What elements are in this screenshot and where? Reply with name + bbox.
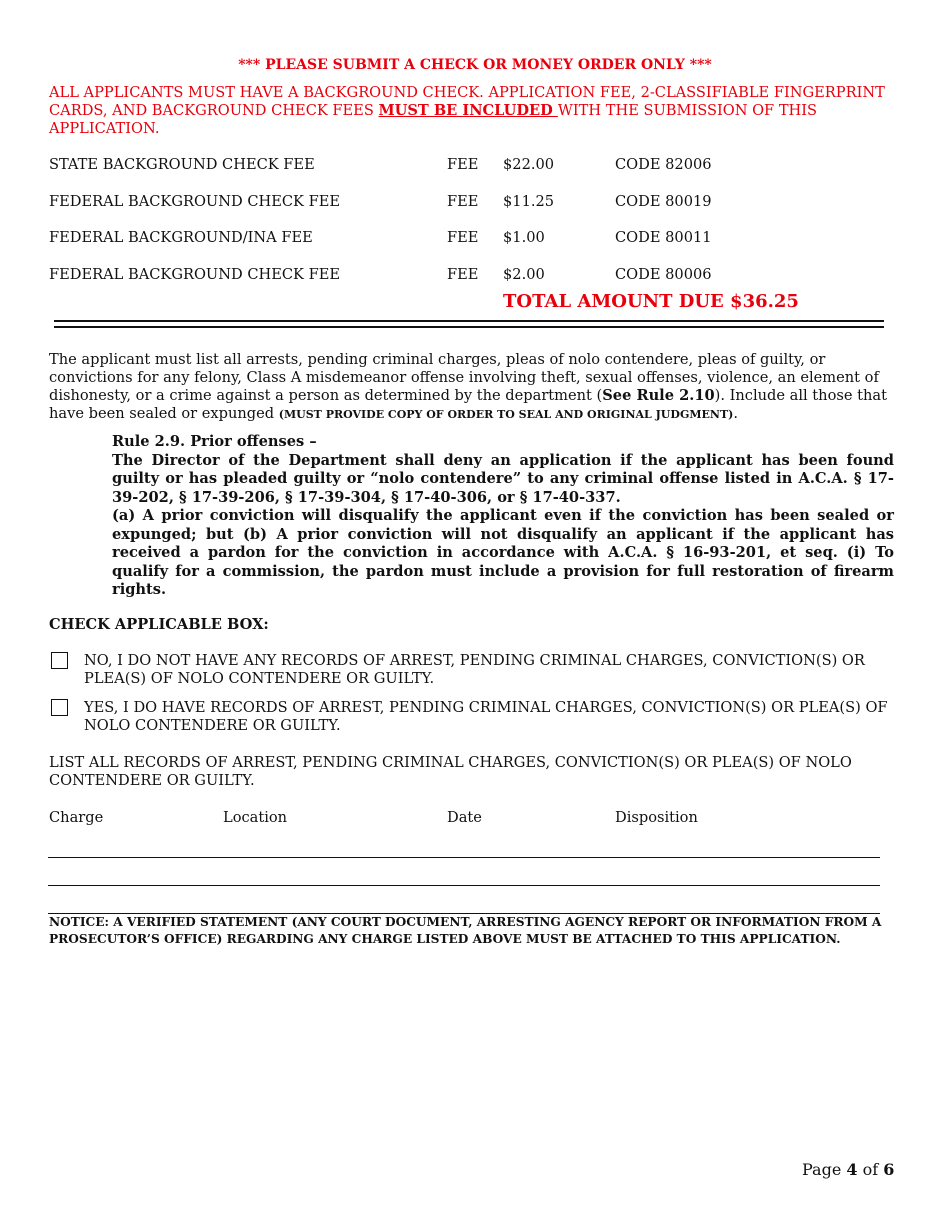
submit-notice: *** PLEASE SUBMIT A CHECK OR MONEY ORDER ONLY *** — [238, 57, 712, 73]
see-rule-reference: See Rule 2.10 — [602, 387, 715, 404]
page-prefix: Page — [802, 1160, 847, 1179]
rule-paragraph: (a) A prior conviction will disqualify the applicant even if the conviction has been sealed or expunged; but (b) A prior conviction will not disqualify an applicant if the applicant has received a pardon for the conviction in accordance with A.C.A. § 16-93-201, et seq. (i) To qualify for a commission, the pardon must include a provision for full restoration of firearm rights. — [112, 507, 894, 598]
record-entry-line[interactable] — [48, 885, 880, 886]
page-of: of — [857, 1160, 884, 1179]
fee-name: FEDERAL BACKGROUND/INA FEE — [49, 229, 313, 246]
fee-code: CODE 80019 — [615, 193, 712, 210]
verified-statement-notice: NOTICE: A VERIFIED STATEMENT (ANY COURT DOCUMENT, ARRESTING AGENCY REPORT OR INFORMATION FROM A PROSECUTOR’S OFFICE) REGARDING ANY CHARGE LISTED ABOVE MUST BE ATTACHED TO THIS APPLICATION. — [49, 915, 882, 946]
no-records-checkbox[interactable] — [51, 652, 68, 669]
intro-paragraph — [49, 351, 909, 424]
fee-name: STATE BACKGROUND CHECK FEE — [49, 156, 315, 173]
fee-row — [49, 193, 909, 213]
fee-amount: $11.25 — [503, 193, 555, 210]
rule-paragraph: The Director of the Department shall deny an application if the applicant has been found guilty or has pleaded guilty or “nolo contendere” to any criminal offense listed in A.C.A. § 17-39-202, § 17-39-206, § 17-39-304, § 17-40-306, or § 17-40-337. — [112, 451, 894, 506]
fee-label: FEE — [447, 229, 479, 246]
intro-text: ). Include all those that have been sealed or expunged — [49, 387, 887, 422]
check-applicable-label: CHECK APPLICABLE BOX: — [49, 616, 269, 633]
page-number — [802, 1161, 894, 1179]
column-location: Location — [223, 809, 288, 826]
records-list-label: LIST ALL RECORDS OF ARREST, PENDING CRIMINAL CHARGES, CONVICTION(S) OR PLEA(S) OF NOLO CONTENDERE OR GUILTY. — [49, 754, 852, 789]
rule-2-9-block — [112, 433, 894, 600]
yes-records-checkbox[interactable] — [51, 699, 68, 716]
seal-order-note: (MUST PROVIDE COPY OF ORDER TO SEAL AND ORIGINAL JUDGMENT) — [278, 408, 734, 421]
requirement-text — [49, 84, 909, 138]
fee-row — [49, 156, 909, 176]
fee-code: CODE 82006 — [615, 156, 712, 173]
rule-title: Rule 2.9. Prior offenses – — [112, 433, 317, 450]
no-records-option-text: NO, I DO NOT HAVE ANY RECORDS OF ARREST, PENDING CRIMINAL CHARGES, CONVICTION(S) OR PLEA(S) OF NOLO CONTENDERE OR GUILTY. — [84, 652, 865, 687]
requirement-emphasis: MUST BE INCLUDED — [378, 102, 558, 119]
fee-name: FEDERAL BACKGROUND CHECK FEE — [49, 266, 341, 283]
double-divider — [54, 320, 884, 328]
requirement-text-start: ALL APPLICANTS MUST HAVE A BACKGROUND CHECK. APPLICATION FEE, 2-CLASSIFIABLE FINGERPRINT CARDS, AND BACKGROUND CHECK FEES — [49, 84, 885, 119]
requirement-text-end: WITH THE SUBMISSION OF THIS APPLICATION. — [49, 102, 818, 137]
yes-records-option-text: YES, I DO HAVE RECORDS OF ARREST, PENDING CRIMINAL CHARGES, CONVICTION(S) OR PLEA(S) OF NOLO CONTENDERE OR GUILTY. — [84, 699, 888, 734]
fee-row — [49, 266, 909, 286]
fee-code: CODE 80006 — [615, 266, 712, 283]
record-entry-line[interactable] — [48, 857, 880, 858]
fee-code: CODE 80011 — [615, 229, 712, 246]
fee-name: FEDERAL BACKGROUND CHECK FEE — [49, 193, 341, 210]
fee-amount: $1.00 — [503, 229, 545, 246]
page-total: 6 — [883, 1160, 895, 1179]
total-amount-due: TOTAL AMOUNT DUE $36.25 — [503, 291, 799, 312]
column-disposition: Disposition — [615, 809, 698, 826]
column-charge: Charge — [49, 809, 104, 826]
fee-amount: $22.00 — [503, 156, 555, 173]
page-current: 4 — [846, 1160, 858, 1179]
intro-text: The applicant must list all arrests, pending criminal charges, pleas of nolo contendere, pleas of guilty, or convictions for any felony, Class A misdemeanor offense involving theft, sexual offenses, violence, an element of dishonesty, or a crime against a person as determined by the department ( — [49, 351, 879, 404]
fee-amount: $2.00 — [503, 266, 545, 283]
fee-label: FEE — [447, 193, 479, 210]
intro-text: . — [733, 405, 738, 422]
fee-row — [49, 229, 909, 249]
fee-label: FEE — [447, 266, 479, 283]
fee-label: FEE — [447, 156, 479, 173]
column-date: Date — [447, 809, 482, 826]
